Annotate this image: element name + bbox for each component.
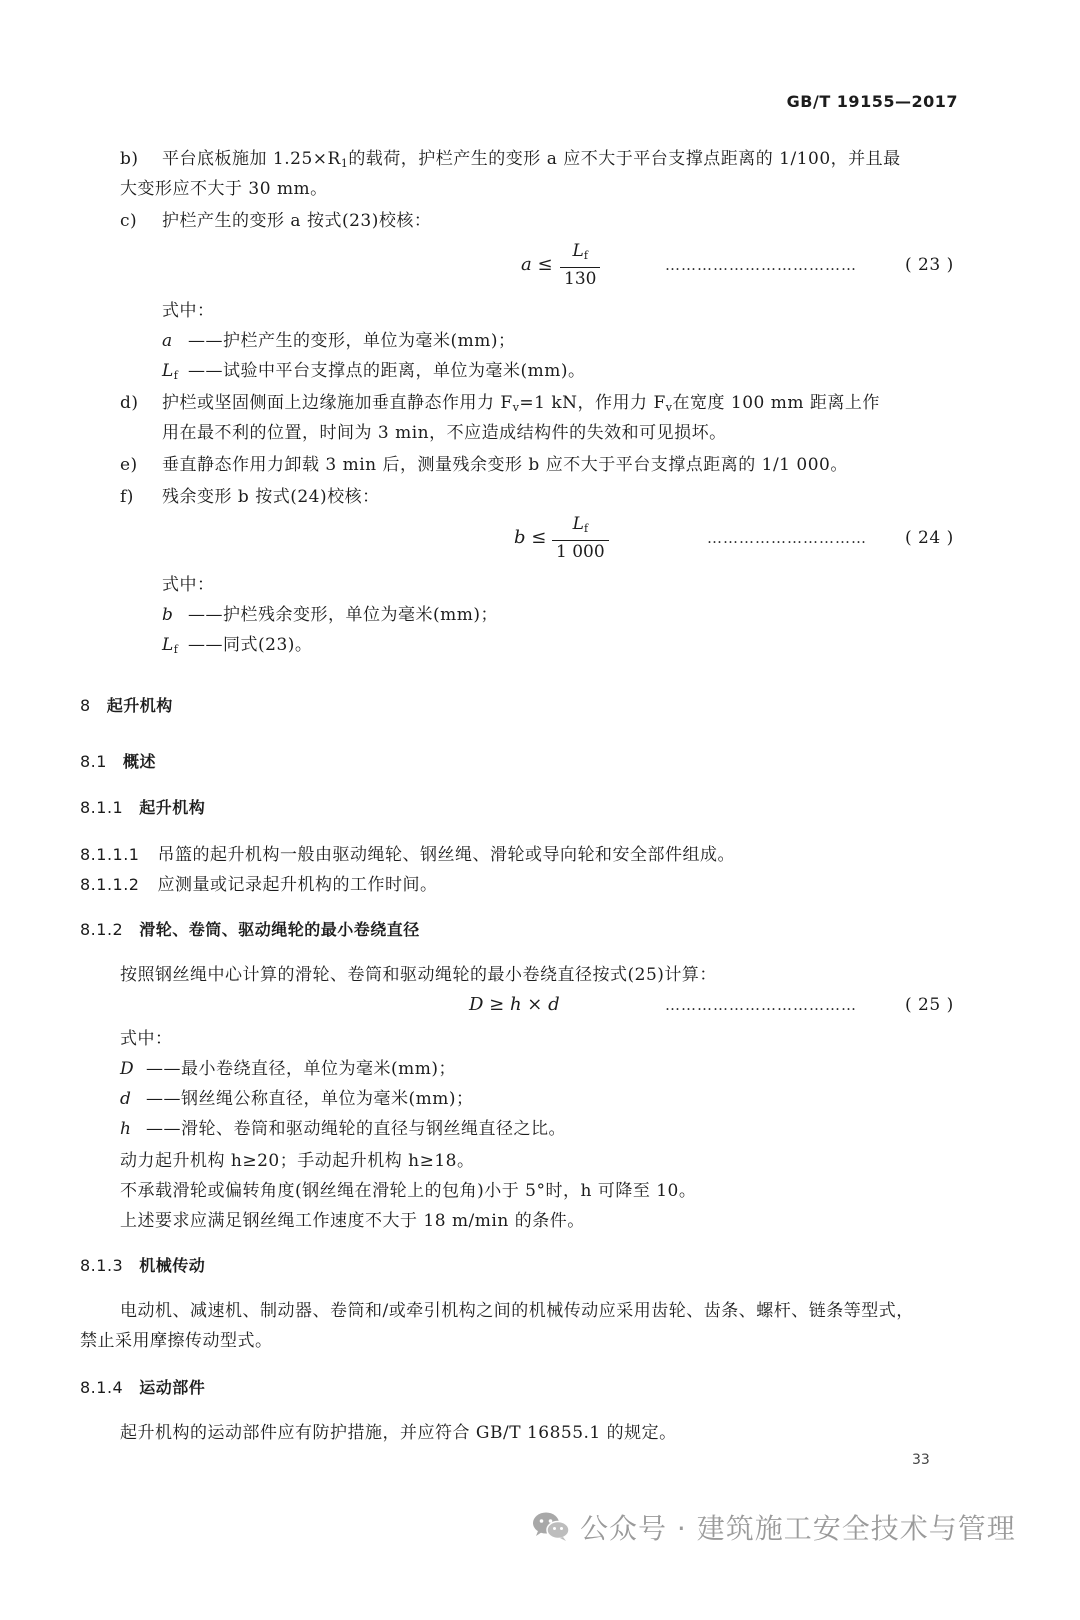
- section-8-1-2-title: 滑轮、卷筒、驱动绳轮的最小卷绕直径: [139, 920, 420, 939]
- section-8-1-3-title: 机械传动: [139, 1256, 206, 1275]
- section-8-1-3-heading: [80, 1254, 205, 1278]
- section-8-title: 起升机构: [106, 696, 173, 715]
- clause-8-1-1-2-text: 应测量或记录起升机构的工作时间。: [157, 875, 438, 895]
- paragraph-8-1-4: 起升机构的运动部件应有防护措施，并应符合 GB/T 16855.1 的规定。: [120, 1423, 677, 1443]
- standard-number: GB/T 19155—2017: [786, 92, 958, 111]
- where1-l-text: ——试验中平台支撑点的距离，单位为毫米(mm)。: [188, 361, 586, 381]
- item-e-label: e): [120, 455, 138, 475]
- item-d-sub2: v: [665, 401, 673, 414]
- clause-8-1-1-2-number: 8.1.1.2: [80, 875, 140, 894]
- section-8-1-3-number: 8.1.3: [80, 1256, 124, 1275]
- item-f-text: 残余变形 b 按式(24)校核：: [162, 487, 380, 507]
- item-b-line2: 大变形应不大于 30 mm。: [120, 179, 328, 199]
- item-d-line2: 用在最不利的位置，时间为 3 min，不应造成结构件的失效和可见损坏。: [162, 423, 727, 443]
- where1-l: [162, 358, 586, 389]
- paragraph-8-1-3-line1: 电动机、减速机、制动器、卷筒和/或牵引机构之间的机械传动应采用齿轮、齿条、螺杆、链条等型式，: [120, 1301, 914, 1321]
- where2-title: 式中：: [162, 575, 215, 595]
- where3-d: [120, 1086, 474, 1112]
- eq24-den: 1 000: [552, 540, 609, 563]
- section-8-number: 8: [80, 696, 91, 715]
- where1-l-sub: f: [173, 369, 179, 382]
- item-d-text1: 护栏或坚固侧面上边缘施加垂直静态作用力 F: [162, 393, 513, 413]
- eq24-num: L: [572, 514, 584, 534]
- where2-b-sym: b: [162, 605, 174, 625]
- where2-l-sym: L: [162, 635, 174, 655]
- item-c-text: 护栏产生的变形 a 按式(23)校核：: [162, 211, 432, 231]
- clause-8-1-1-1-text: 吊篮的起升机构一般由驱动绳轮、钢丝绳、滑轮或导向轮和安全部件组成。: [157, 845, 735, 865]
- item-d-text1b: =1 kN，作用力 F: [519, 393, 666, 413]
- clause-8-1-1-1: [80, 842, 735, 868]
- item-d-line1: [162, 390, 880, 421]
- where1-a: [162, 328, 516, 354]
- section-8-1-1-number: 8.1.1: [80, 798, 124, 817]
- clause-8-1-1-1-number: 8.1.1.1: [80, 845, 140, 864]
- where3-d-sym: d: [120, 1089, 132, 1109]
- where3-h: [120, 1116, 566, 1142]
- where3-d-text: ——钢丝绳公称直径，单位为毫米(mm)；: [146, 1089, 474, 1109]
- section-8-1-2-heading: [80, 918, 420, 942]
- eq23-leader: ………………………………: [665, 256, 857, 274]
- where1-title: 式中：: [162, 301, 215, 321]
- where2-b: [162, 602, 498, 628]
- item-d-label: d): [120, 393, 139, 413]
- where3-title: 式中：: [120, 1029, 173, 1049]
- eq24-fraction: [552, 513, 609, 563]
- eq23-fraction: [560, 240, 600, 290]
- eq23-num: L: [572, 241, 584, 261]
- section-8-1-4-title: 运动部件: [139, 1378, 206, 1397]
- eq24-number: ( 24 ): [905, 528, 954, 548]
- paragraph-8-1-2-reduction: 不承载滑轮或偏转角度(钢丝绳在滑轮上的包角)小于 5°时，h 可降至 10。: [120, 1181, 697, 1201]
- where2-l: [162, 632, 312, 663]
- wechat-icon: [531, 1510, 571, 1542]
- eq23-num-sub: f: [583, 249, 588, 262]
- eq24-lhs: b ≤: [514, 527, 547, 548]
- eq25-leader: ………………………………: [665, 996, 857, 1014]
- paragraph-8-1-2: 按照钢丝绳中心计算的滑轮、卷筒和驱动绳轮的最小卷绕直径按式(25)计算：: [120, 965, 717, 985]
- where3-h-sym: h: [120, 1119, 132, 1139]
- section-8-1-4-number: 8.1.4: [80, 1378, 124, 1397]
- item-f-label: f): [120, 487, 134, 507]
- item-b-label: b): [120, 149, 139, 169]
- where1-l-sym: L: [162, 361, 174, 381]
- item-b-line1: [162, 146, 901, 177]
- section-8-1-title: 概述: [122, 752, 156, 771]
- item-b-text1: 平台底板施加 1.25×R: [162, 149, 341, 169]
- section-8-1-2-number: 8.1.2: [80, 920, 124, 939]
- where3-D-sym: D: [120, 1059, 135, 1079]
- paragraph-8-1-2-speed: 上述要求应满足钢丝绳工作速度不大于 18 m/min 的条件。: [120, 1211, 585, 1231]
- eq23-den: 130: [560, 267, 600, 290]
- clause-8-1-1-2: [80, 872, 437, 898]
- item-e-text: 垂直静态作用力卸载 3 min 后，测量残余变形 b 应不大于平台支撑点距离的 1/1 000。: [162, 455, 848, 475]
- item-b-text2: 的载荷，护栏产生的变形 a 应不大于平台支撑点距离的 1/100，并且最: [348, 149, 901, 169]
- watermark-text: 公众号 · 建筑施工安全技术与管理: [580, 1512, 1016, 1545]
- section-8-heading: [80, 694, 173, 718]
- eq25-number: ( 25 ): [905, 995, 954, 1015]
- section-8-1-1-heading: [80, 796, 205, 820]
- item-b-sub: 1: [340, 157, 349, 170]
- section-8-1-4-heading: [80, 1376, 205, 1400]
- where1-a-text: ——护栏产生的变形，单位为毫米(mm)；: [188, 331, 516, 351]
- item-d-sub1: v: [512, 401, 520, 414]
- item-c-label: c): [120, 211, 138, 231]
- section-8-1-1-title: 起升机构: [139, 798, 206, 817]
- paragraph-8-1-3-line2: 禁止采用摩擦传动型式。: [80, 1331, 273, 1351]
- eq23-number: ( 23 ): [905, 255, 954, 275]
- where3-D: [120, 1056, 456, 1082]
- where2-l-sub: f: [173, 643, 179, 656]
- section-8-1-number: 8.1: [80, 752, 107, 771]
- eq23-lhs: a ≤: [521, 254, 553, 275]
- page-number: 33: [912, 1452, 930, 1468]
- where2-l-text: ——同式(23)。: [188, 635, 313, 655]
- where2-b-text: ——护栏残余变形，单位为毫米(mm)；: [188, 605, 499, 625]
- where1-a-sym: a: [162, 331, 173, 351]
- section-8-1-heading: [80, 750, 156, 774]
- item-d-text1c: 在宽度 100 mm 距离上作: [672, 393, 880, 413]
- where3-D-text: ——最小卷绕直径，单位为毫米(mm)；: [146, 1059, 457, 1079]
- paragraph-8-1-2-ratio: 动力起升机构 h≥20；手动起升机构 h≥18。: [120, 1151, 475, 1171]
- eq25-expression: D ≥ h × d: [469, 994, 560, 1015]
- eq24-num-sub: f: [583, 522, 589, 535]
- eq24-leader: …………………………: [707, 529, 867, 547]
- where3-h-text: ——滑轮、卷筒和驱动绳轮的直径与钢丝绳直径之比。: [146, 1119, 566, 1139]
